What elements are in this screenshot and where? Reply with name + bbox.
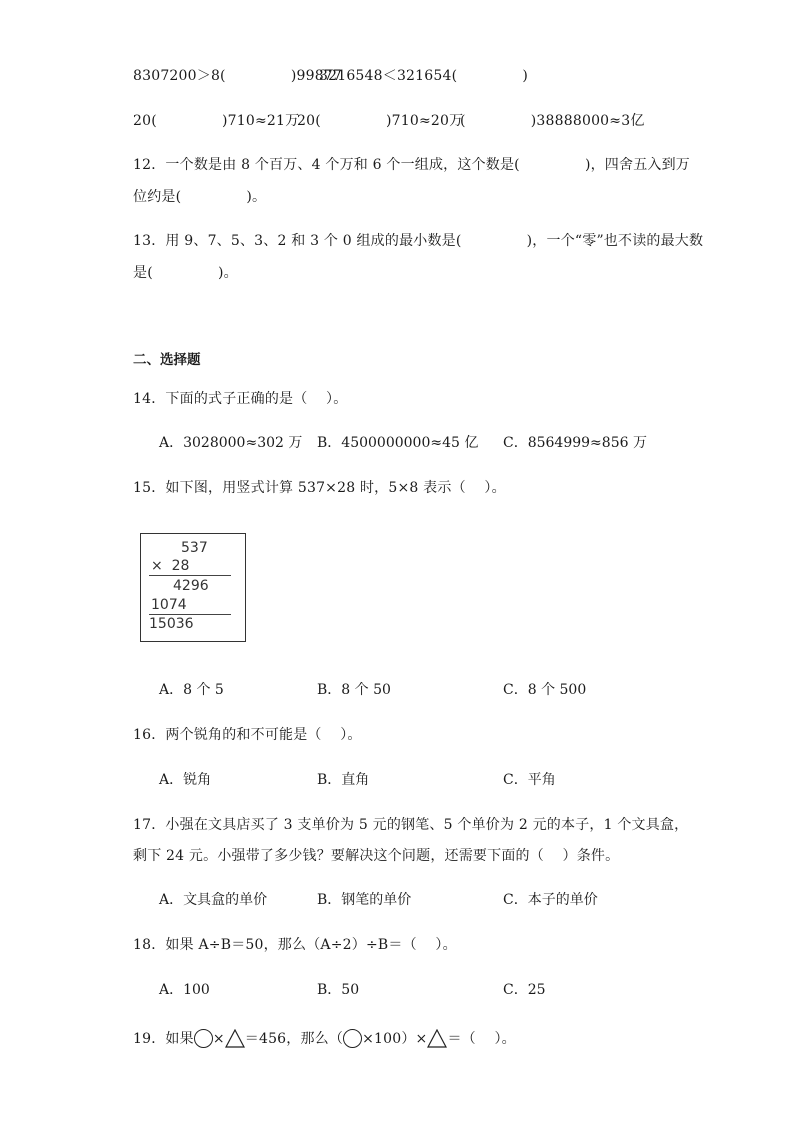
q19-post: ＝（ ）。 [447,1031,516,1047]
question-15-option-a: A．8 个 5 [159,682,224,698]
question-13-line2: 是( )。 [133,265,238,281]
question-17-stem-line2: 剩下 24 元。小强带了多少钱？要解决这个问题，还需要下面的（ ）条件。 [133,848,620,864]
calc-multiplicand: 537 [181,540,208,556]
q19-times: × [212,1031,225,1047]
calc-multiplier: × 28 [151,558,190,574]
fill-line-2b: 20( )710≈20万 [297,113,464,129]
calc-product: 15036 [149,616,194,632]
question-18-option-c: C．25 [503,982,546,998]
circle-icon [343,1029,362,1048]
circle-icon [194,1029,213,1048]
question-18-option-b: B．50 [317,982,360,998]
question-12-line2: 位约是( )。 [133,189,267,205]
calc-partial-2: 1074 [151,597,187,613]
question-19-stem [133,1029,516,1048]
question-14-option-b: B．4500000000≈45 亿 [317,435,479,451]
question-14-option-c: C．8564999≈856 万 [503,435,647,451]
calc-partial-1: 4296 [173,578,209,594]
question-15-stem: 15．如下图，用竖式计算 537×28 时，5×8 表示（ ）。 [133,480,506,496]
vertical-multiplication-figure [140,533,246,642]
question-16-option-a: A．锐角 [159,772,212,788]
question-18-stem: 18．如果 A÷B＝50，那么（A÷2）÷B＝（ ）。 [133,937,457,953]
triangle-icon [225,1029,245,1048]
question-18-option-a: A．100 [159,982,210,998]
fill-line-2a: 20( )710≈21万 [133,113,300,129]
q19-pre: 19．如果 [133,1031,194,1047]
question-17-option-b: B．钢笔的单价 [317,892,412,908]
question-15-option-c: C．8 个 500 [503,682,587,698]
question-17-option-c: C．本子的单价 [503,892,598,908]
fill-line-1a: 8307200＞8( )99877 [133,68,343,84]
q19-equals: ＝456，那么（ [244,1031,344,1047]
question-17-option-a: A．文具盒的单价 [159,892,268,908]
question-12-line1: 12．一个数是由 8 个百万、4 个万和 6 个一组成，这个数是( )，四舍五入到万 [133,157,691,173]
question-14-stem: 14．下面的式子正确的是（ ）。 [133,391,348,407]
question-16-stem: 16．两个锐角的和不可能是（ ）。 [133,727,362,743]
question-16-option-c: C．平角 [503,772,556,788]
fill-line-1b: 3216548＜321654( ) [319,68,529,84]
question-17-stem-line1: 17．小强在文具店买了 3 支单价为 5 元的钢笔、5 个单价为 2 元的本子，1 个文具盒， [133,817,689,833]
question-16-option-b: B．直角 [317,772,370,788]
question-14-option-a: A．3028000≈302 万 [159,435,303,451]
calc-rule-1 [149,575,231,576]
section-title: 二、选择题 [133,352,201,368]
question-13-line1: 13．用 9、7、5、3、2 和 3 个 0 组成的最小数是( )，一个“零”也不读的最大数 [133,233,704,249]
question-15-option-b: B．8 个 50 [317,682,391,698]
fill-line-2c: ( )38888000≈3亿 [460,113,645,129]
triangle-icon [427,1029,447,1048]
calc-rule-2 [149,614,231,615]
q19-times-100: ×100）× [362,1031,428,1047]
